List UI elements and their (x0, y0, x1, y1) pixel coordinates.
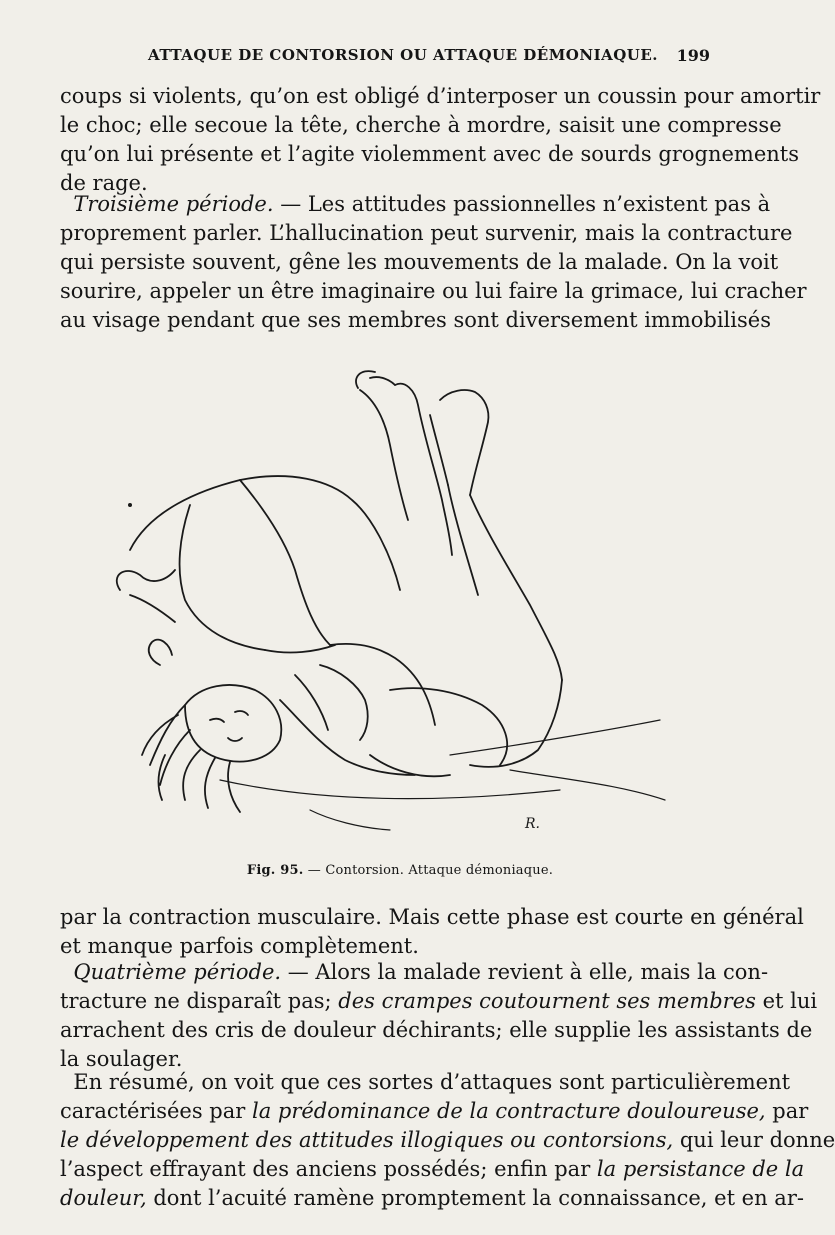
text-line: au visage pendant que ses membres sont diversement immobilisés (60, 308, 771, 332)
text-fragment: dont l’acuité ramène promptement la connaissance, et en ar- (146, 1186, 804, 1210)
page-number: 199 (676, 46, 710, 65)
text-fragment: — Les attitudes passionnelles n’existent pas à (273, 192, 771, 216)
figure-caption (0, 863, 800, 878)
text-line: coups si violents, qu’on est obligé d’interposer un coussin pour amortir (60, 84, 821, 108)
paragraph-third-period (60, 190, 807, 335)
figure-label: Fig. 95. (246, 863, 304, 878)
text-line: arrachent des cris de douleur déchirants; elle supplie les assistants de (60, 1018, 813, 1042)
text-fragment: par (765, 1099, 809, 1123)
emphasis-text: douleur, (60, 1186, 147, 1210)
figure-caption-text: — Contorsion. Attaque démoniaque. (303, 863, 554, 878)
artist-signature: R. (525, 816, 540, 832)
figure-illustration (90, 360, 680, 835)
text-line: le choc; elle secoue la tête, cherche à mordre, saisit une compresse (60, 113, 782, 137)
text-line: et manque parfois complètement. (60, 934, 419, 958)
paragraph-continuation (60, 82, 821, 198)
text-fragment: — Alors la malade revient à elle, mais la con- (281, 960, 769, 984)
emphasis-text: des crampes coutournent ses membres (338, 989, 756, 1013)
text-line: la soulager. (60, 1047, 183, 1071)
paragraph-summary (60, 1068, 835, 1213)
text-line: sourire, appeler un être imaginaire ou lui faire la grimace, lui cracher (60, 279, 807, 303)
text-line (60, 1068, 791, 1097)
text-fragment: caractérisées par (60, 1099, 252, 1123)
text-line: par la contraction musculaire. Mais cette phase est courte en général (60, 905, 804, 929)
text-line (60, 1126, 835, 1155)
emphasis-text: le développement des attitudes illogiques ou contorsions, (60, 1128, 674, 1152)
text-fragment: tracture ne disparaît pas; (60, 989, 339, 1013)
text-line (60, 1155, 805, 1184)
text-line: de rage. (60, 171, 148, 195)
text-line (60, 987, 818, 1016)
period-heading: Quatrième période. (73, 960, 282, 984)
text-line (60, 1097, 809, 1126)
text-line: qui persiste souvent, gêne les mouvements de la malade. On la voit (60, 250, 779, 274)
contortion-drawing (90, 360, 680, 835)
text-line (60, 1184, 804, 1213)
text-fragment: En résumé, on voit que ces sortes d’attaques sont particulièrement (73, 1070, 791, 1094)
emphasis-text: la prédominance de la contracture douloureuse, (251, 1099, 766, 1123)
text-fragment: l’aspect effrayant des anciens possédés; enfin par (60, 1157, 597, 1181)
emphasis-text: la persistance de la (596, 1157, 805, 1181)
text-line: proprement parler. L’hallucination peut survenir, mais la contracture (60, 221, 793, 245)
text-fragment: qui leur donne (673, 1128, 835, 1152)
text-line (60, 958, 769, 987)
running-head (60, 46, 710, 70)
period-heading: Troisième période. (73, 192, 274, 216)
text-line (60, 190, 771, 219)
paragraph-fourth-period (60, 958, 818, 1074)
paragraph-continuation-2 (60, 903, 804, 961)
text-fragment: et lui (755, 989, 818, 1013)
running-title: ATTAQUE DE CONTORSION OU ATTAQUE DÉMONIAQUE. (148, 46, 659, 64)
text-line: qu’on lui présente et l’agite violemment avec de sourds grognements (60, 142, 799, 166)
